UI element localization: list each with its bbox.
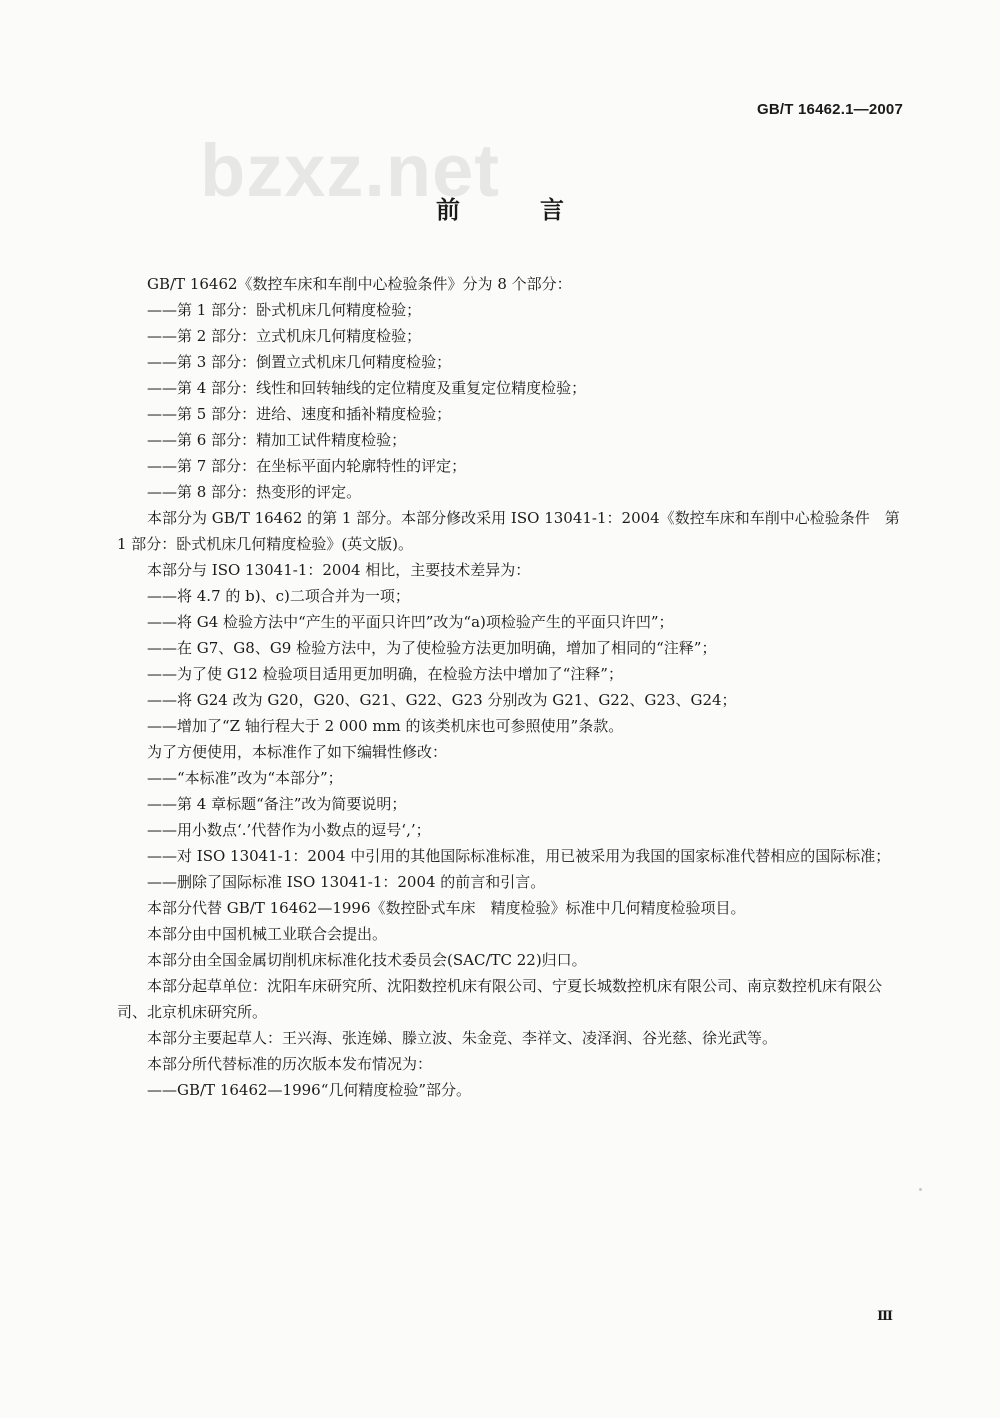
list-item: ——在 G7、G8、G9 检验方法中，为了使检验方法更加明确，增加了相同的“注释”； [147, 639, 717, 657]
standard-number: GB/T 16462.1—2007 [757, 101, 903, 118]
list-item: ——第 4 部分：线性和回转轴线的定位精度及重复定位精度检验； [147, 379, 587, 397]
list-item: ——第 6 部分：精加工试件精度检验； [147, 431, 407, 449]
paragraph: 本部分主要起草人：王兴海、张连娣、滕立波、朱金竞、李祥文、凌泽润、谷光慈、徐光武等。 [147, 1029, 778, 1047]
scan-speck [919, 1188, 922, 1191]
paragraph: 本部分所代替标准的历次版本发布情况为： [147, 1055, 433, 1073]
list-item: ——第 5 部分：进给、速度和插补精度检验； [147, 405, 452, 423]
paragraph: 为了方便使用，本标准作了如下编辑性修改： [147, 743, 448, 761]
paragraph: 本部分与 ISO 13041-1：2004 相比，主要技术差异为： [147, 561, 531, 579]
list-item: ——为了使 G12 检验项目适用更加明确，在检验方法中增加了“注释”； [147, 665, 623, 683]
paragraph: 本部分由中国机械工业联合会提出。 [147, 925, 388, 943]
list-item: ——将 4.7 的 b)、c)二项合并为一项； [147, 587, 410, 605]
foreword-body [117, 271, 907, 1103]
list-item: ——用小数点‘.’代替作为小数点的逗号‘,’； [147, 821, 431, 839]
watermark: bzxz.net [200, 129, 500, 212]
list-item: ——第 1 部分：卧式机床几何精度检验； [147, 301, 422, 319]
paragraph: 本部分代替 GB/T 16462—1996《数控卧式车床 精度检验》标准中几何精度检验项目。 [147, 899, 746, 917]
list-item: ——第 7 部分：在坐标平面内轮廓特性的评定； [147, 457, 467, 475]
list-item: ——“本标准”改为“本部分”； [147, 769, 343, 787]
page-title: 前 言 [436, 196, 592, 224]
list-item: ——删除了国际标准 ISO 13041-1：2004 的前言和引言。 [147, 873, 546, 891]
list-item: ——增加了“Z 轴行程大于 2 000 mm 的该类机床也可参照使用”条款。 [147, 717, 624, 735]
paragraph: 本部分由全国金属切削机床标准化技术委员会(SAC/TC 22)归口。 [147, 951, 587, 969]
list-item: ——将 G24 改为 G20，G20、G21、G22、G23 分别改为 G21、G22、G23、G24； [147, 691, 737, 709]
list-item: ——第 4 章标题“备注”改为简要说明； [147, 795, 407, 813]
list-item: ——GB/T 16462—1996“几何精度检验”部分。 [147, 1081, 472, 1099]
list-item: ——将 G4 检验方法中“产生的平面只许凹”改为“a)项检验产生的平面只许凹”； [147, 613, 674, 631]
paragraph: GB/T 16462《数控车床和车削中心检验条件》分为 8 个部分： [147, 275, 572, 293]
paragraph: 本部分为 GB/T 16462 的第 1 部分。本部分修改采用 ISO 13041-1：2004《数控车床和车削中心检验条件 第 1 部分：卧式机床几何精度检验》(英文版)。 [117, 509, 900, 553]
paragraph: 本部分起草单位：沈阳车床研究所、沈阳数控机床有限公司、宁夏长城数控机床有限公司、南京数控机床有限公司、北京机床研究所。 [117, 977, 883, 1021]
list-item: ——第 3 部分：倒置立式机床几何精度检验； [147, 353, 452, 371]
list-item: ——第 2 部分：立式机床几何精度检验； [147, 327, 422, 345]
list-item: ——对 ISO 13041-1：2004 中引用的其他国际标准标准，用已被采用为我国的国家标准代替相应的国际标准； [147, 847, 891, 865]
page-number: Ⅲ [877, 1309, 893, 1324]
list-item: ——第 8 部分：热变形的评定。 [147, 483, 362, 501]
